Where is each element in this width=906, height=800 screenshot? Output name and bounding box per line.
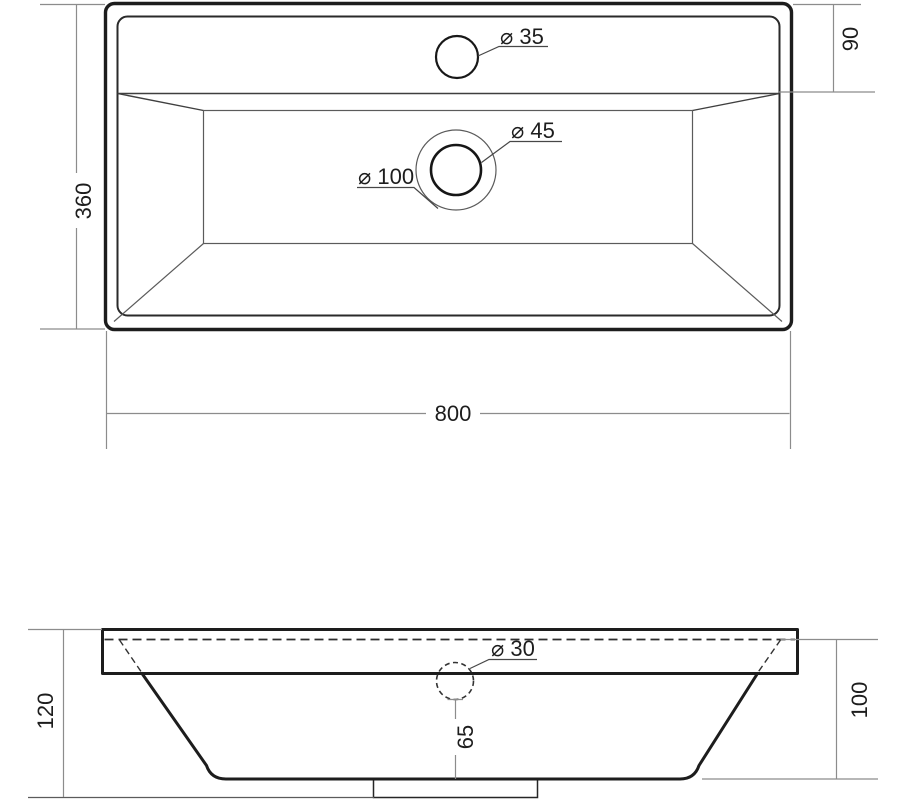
dim-depth-label: 360 bbox=[71, 182, 96, 220]
top-view bbox=[106, 4, 792, 330]
faucet-hole bbox=[436, 36, 478, 78]
dim-depth-lines bbox=[40, 5, 105, 330]
drain-hole-side-label: ⌀ 30 bbox=[491, 636, 535, 661]
overflow-ring-label: ⌀ 100 bbox=[358, 164, 415, 189]
dim-width-label: 800 bbox=[434, 401, 472, 426]
dim-drain-offset-label: 65 bbox=[453, 724, 478, 750]
drain-hole-label: ⌀ 45 bbox=[511, 118, 555, 143]
faucet-hole-label: ⌀ 35 bbox=[500, 24, 544, 49]
rim-profile bbox=[103, 630, 798, 674]
dim-height-label: 120 bbox=[33, 692, 58, 730]
side-view bbox=[28, 630, 798, 798]
drain-outlet-stub bbox=[374, 779, 538, 798]
bowl-profile bbox=[142, 674, 758, 780]
dim-bowl-height-label: 100 bbox=[847, 681, 872, 719]
dim-back-offset-label: 90 bbox=[838, 26, 863, 52]
dim-width-lines bbox=[107, 331, 791, 449]
